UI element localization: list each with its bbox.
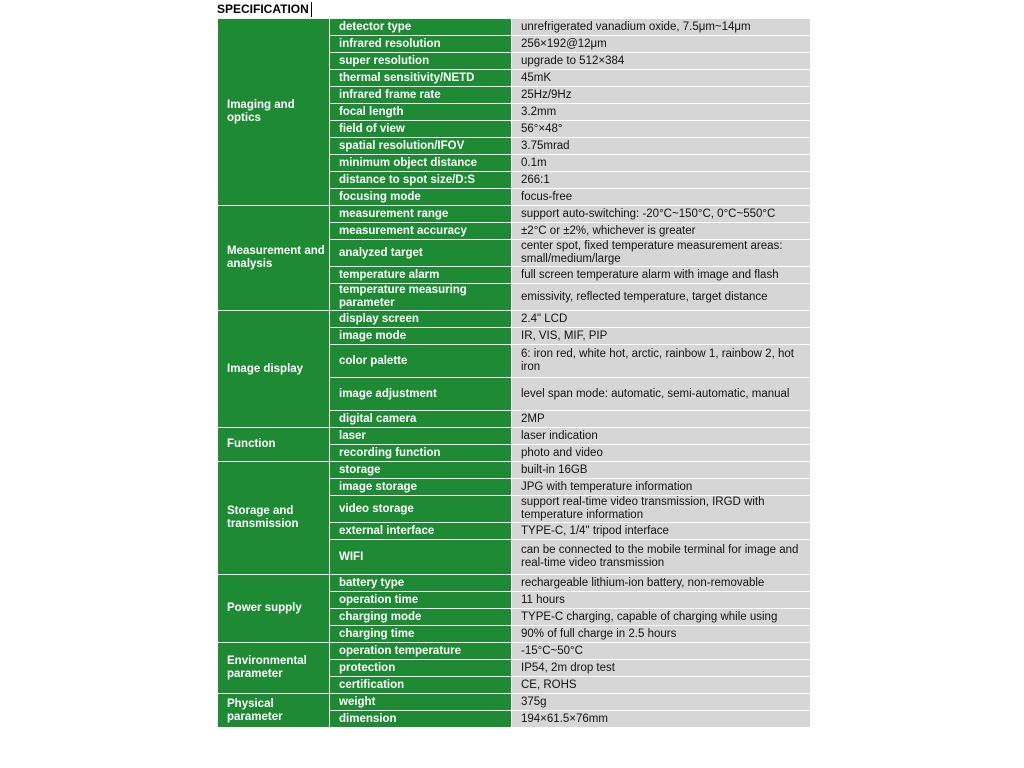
parameter-name-cell: image storage [330, 479, 512, 496]
parameter-value-cell: TYPE-C, 1/4" tripod interface [512, 523, 811, 540]
parameter-name-cell: image mode [330, 328, 512, 345]
parameter-value-cell: 266:1 [512, 172, 811, 189]
table-row [218, 428, 811, 445]
parameter-value-cell: 56°×48° [512, 121, 811, 138]
page-title: SPECIFICATION [217, 2, 312, 17]
parameter-value-cell: 2MP [512, 411, 811, 428]
parameter-value-cell: IR, VIS, MIF, PIP [512, 328, 811, 345]
parameter-name-cell: charging mode [330, 609, 512, 626]
parameter-name-cell: certification [330, 677, 512, 694]
parameter-value-cell: -15°C~50°C [512, 643, 811, 660]
parameter-name-cell: protection [330, 660, 512, 677]
parameter-value-cell: TYPE-C charging, capable of charging while using [512, 609, 811, 626]
parameter-value-cell: support auto-switching: -20°C~150°C, 0°C~550°C [512, 206, 811, 223]
parameter-name-cell: focusing mode [330, 189, 512, 206]
specification-table [217, 18, 811, 728]
parameter-value-cell: ±2°C or ±2%, whichever is greater [512, 223, 811, 240]
parameter-value-cell: 256×192@12μm [512, 36, 811, 53]
category-cell: Physical parameter [218, 694, 330, 728]
category-cell: Measurement and analysis [218, 206, 330, 311]
category-cell: Environmental parameter [218, 643, 330, 694]
parameter-name-cell: temperature alarm [330, 267, 512, 284]
parameter-name-cell: laser [330, 428, 512, 445]
parameter-value-cell: CE, ROHS [512, 677, 811, 694]
parameter-name-cell: field of view [330, 121, 512, 138]
parameter-value-cell: unrefrigerated vanadium oxide, 7.5μm~14μm [512, 19, 811, 36]
table-row [218, 694, 811, 711]
parameter-name-cell: thermal sensitivity/NETD [330, 70, 512, 87]
parameter-name-cell: dimension [330, 711, 512, 728]
parameter-name-cell: video storage [330, 496, 512, 523]
parameter-name-cell: charging time [330, 626, 512, 643]
parameter-value-cell: JPG with temperature information [512, 479, 811, 496]
category-cell: Function [218, 428, 330, 462]
parameter-name-cell: analyzed target [330, 240, 512, 267]
parameter-name-cell: detector type [330, 19, 512, 36]
parameter-value-cell: rechargeable lithium-ion battery, non-removable [512, 575, 811, 592]
parameter-value-cell: upgrade to 512×384 [512, 53, 811, 70]
parameter-value-cell: IP54, 2m drop test [512, 660, 811, 677]
parameter-value-cell: 6: iron red, white hot, arctic, rainbow 1, rainbow 2, hot iron [512, 345, 811, 378]
parameter-value-cell: laser indication [512, 428, 811, 445]
table-row [218, 19, 811, 36]
parameter-value-cell: 11 hours [512, 592, 811, 609]
parameter-name-cell: minimum object distance [330, 155, 512, 172]
parameter-value-cell: 3.2mm [512, 104, 811, 121]
parameter-name-cell: image adjustment [330, 378, 512, 411]
category-cell: Storage and transmission [218, 462, 330, 575]
table-row [218, 206, 811, 223]
parameter-name-cell: temperature measuring parameter [330, 284, 512, 311]
parameter-value-cell: 3.75mrad [512, 138, 811, 155]
parameter-value-cell: photo and video [512, 445, 811, 462]
parameter-name-cell: WIFI [330, 540, 512, 575]
parameter-value-cell: focus-free [512, 189, 811, 206]
table-row [218, 311, 811, 328]
parameter-name-cell: distance to spot size/D:S [330, 172, 512, 189]
parameter-name-cell: weight [330, 694, 512, 711]
parameter-value-cell: 25Hz/9Hz [512, 87, 811, 104]
parameter-value-cell: 2.4" LCD [512, 311, 811, 328]
parameter-name-cell: storage [330, 462, 512, 479]
parameter-name-cell: color palette [330, 345, 512, 378]
parameter-value-cell: can be connected to the mobile terminal for image and real-time video transmission [512, 540, 811, 575]
parameter-value-cell: 375g [512, 694, 811, 711]
parameter-value-cell: level span mode: automatic, semi-automatic, manual [512, 378, 811, 411]
parameter-name-cell: infrared frame rate [330, 87, 512, 104]
parameter-name-cell: external interface [330, 523, 512, 540]
table-row [218, 575, 811, 592]
parameter-name-cell: display screen [330, 311, 512, 328]
parameter-name-cell: spatial resolution/IFOV [330, 138, 512, 155]
parameter-name-cell: infrared resolution [330, 36, 512, 53]
parameter-name-cell: digital camera [330, 411, 512, 428]
table-row [218, 643, 811, 660]
parameter-value-cell: full screen temperature alarm with image and flash [512, 267, 811, 284]
parameter-value-cell: 0.1m [512, 155, 811, 172]
parameter-name-cell: battery type [330, 575, 512, 592]
category-cell: Power supply [218, 575, 330, 643]
parameter-name-cell: operation time [330, 592, 512, 609]
parameter-name-cell: focal length [330, 104, 512, 121]
parameter-value-cell: 194×61.5×76mm [512, 711, 811, 728]
parameter-value-cell: support real-time video transmission, IRGD with temperature information [512, 496, 811, 523]
parameter-name-cell: operation temperature [330, 643, 512, 660]
parameter-value-cell: emissivity, reflected temperature, target distance [512, 284, 811, 311]
parameter-value-cell: built-in 16GB [512, 462, 811, 479]
parameter-name-cell: measurement accuracy [330, 223, 512, 240]
category-cell: Imaging and optics [218, 19, 330, 206]
parameter-value-cell: center spot, fixed temperature measurement areas: small/medium/large [512, 240, 811, 267]
parameter-value-cell: 90% of full charge in 2.5 hours [512, 626, 811, 643]
parameter-name-cell: recording function [330, 445, 512, 462]
parameter-value-cell: 45mK [512, 70, 811, 87]
parameter-name-cell: measurement range [330, 206, 512, 223]
parameter-name-cell: super resolution [330, 53, 512, 70]
category-cell: Image display [218, 311, 330, 428]
table-row [218, 462, 811, 479]
